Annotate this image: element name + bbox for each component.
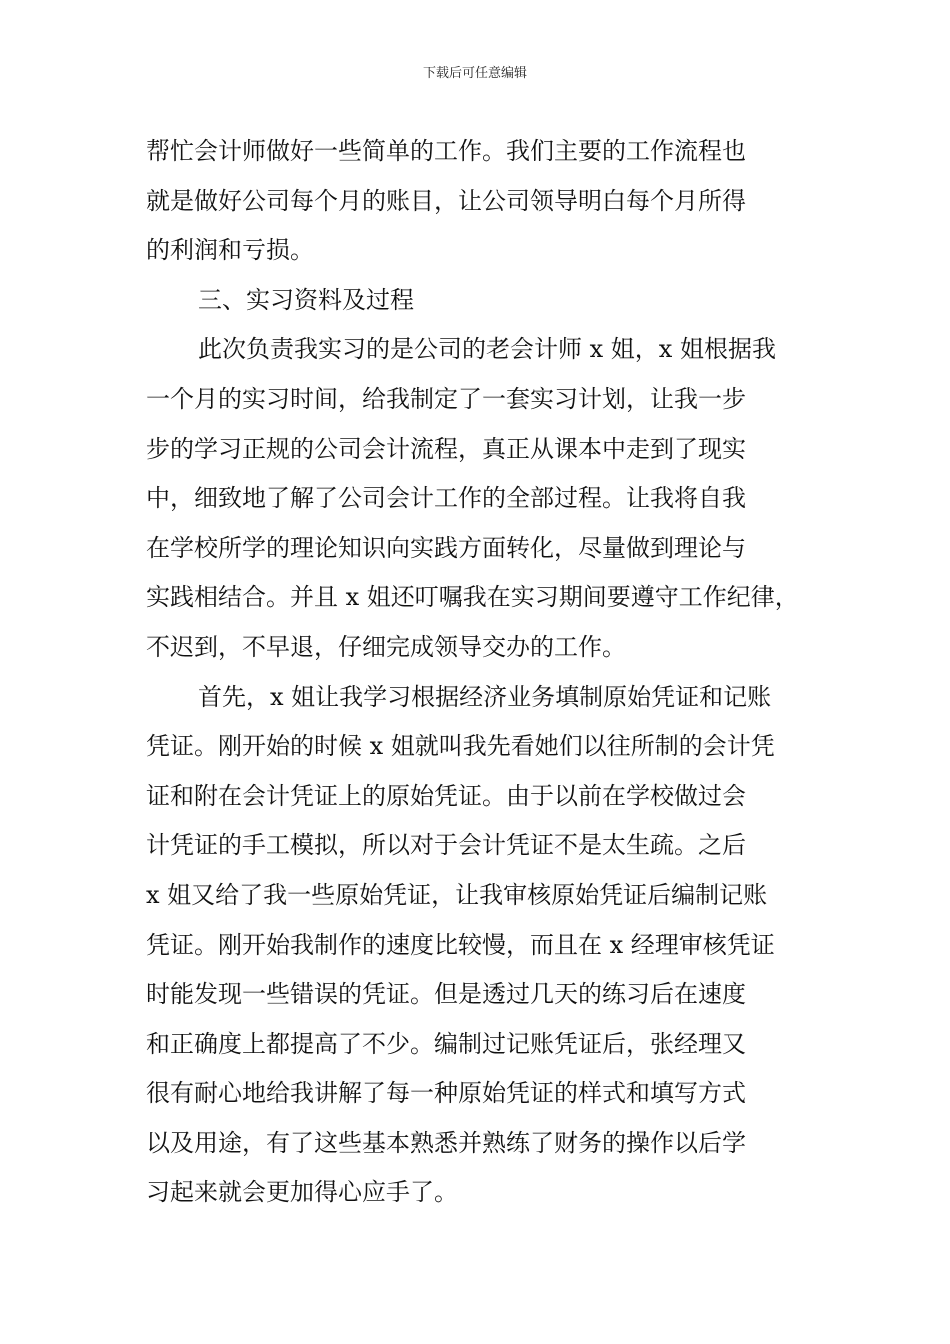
text-line: 时能发现一些错误的凭证。但是透过几天的练习后在速度 — [146, 980, 746, 1009]
text-line: 帮忙会计师做好一些简单的工作。我们主要的工作流程也 — [146, 137, 746, 165]
text-line: 在学校所学的理论知识向实践方面转化，尽量做到理论与 — [146, 533, 746, 562]
text-line: 习起来就会更加得心应手了。 — [146, 1178, 458, 1207]
text-line: 的利润和亏损。 — [146, 236, 314, 265]
text-line: 凭证。刚开始的时候 x 姐就叫我先看她们以往所制的会计凭 — [146, 732, 775, 761]
text-line: 凭证。刚开始我制作的速度比较慢，而且在 x 经理审核凭证 — [146, 930, 775, 959]
text-line: 以及用途，有了这些基本熟悉并熟练了财务的操作以后学 — [146, 1128, 746, 1157]
text-line: 首先，x 姐让我学习根据经济业务填制原始凭证和记账 — [198, 682, 772, 711]
text-line: x 姐又给了我一些原始凭证，让我审核原始凭证后编制记账 — [146, 880, 768, 909]
text-line: 此次负责我实习的是公司的老会计师 x 姐，x 姐根据我 — [198, 335, 776, 364]
document-body — [146, 127, 834, 1218]
section-heading: 三、实习资料及过程 — [198, 285, 414, 314]
text-line: 很有耐心地给我讲解了每一种原始凭证的样式和填写方式 — [146, 1079, 746, 1108]
page-header: 下载后可任意编辑 — [422, 66, 527, 81]
text-line: 中，细致地了解了公司会计工作的全部过程。让我将自我 — [146, 484, 746, 513]
text-line: 一个月的实习时间，给我制定了一套实习计划，让我一步 — [146, 384, 746, 413]
text-line: 证和附在会计凭证上的原始凭证。由于以前在学校做过会 — [146, 781, 746, 810]
text-line: 不迟到，不早退，仔细完成领导交办的工作。 — [146, 632, 626, 661]
text-line: 就是做好公司每个月的账目，让公司领导明白每个月所得 — [146, 186, 746, 215]
text-line: 步的学习正规的公司会计流程，真正从课本中走到了现实 — [146, 434, 746, 463]
text-line: 和正确度上都提高了不少。编制过记账凭证后，张经理又 — [146, 1029, 746, 1058]
text-line: 实践相结合。并且 x 姐还叮嘱我在实习期间要遵守工作纪律， — [146, 583, 799, 612]
text-line: 计凭证的手工模拟，所以对于会计凭证不是太生疏。之后 — [146, 831, 746, 860]
